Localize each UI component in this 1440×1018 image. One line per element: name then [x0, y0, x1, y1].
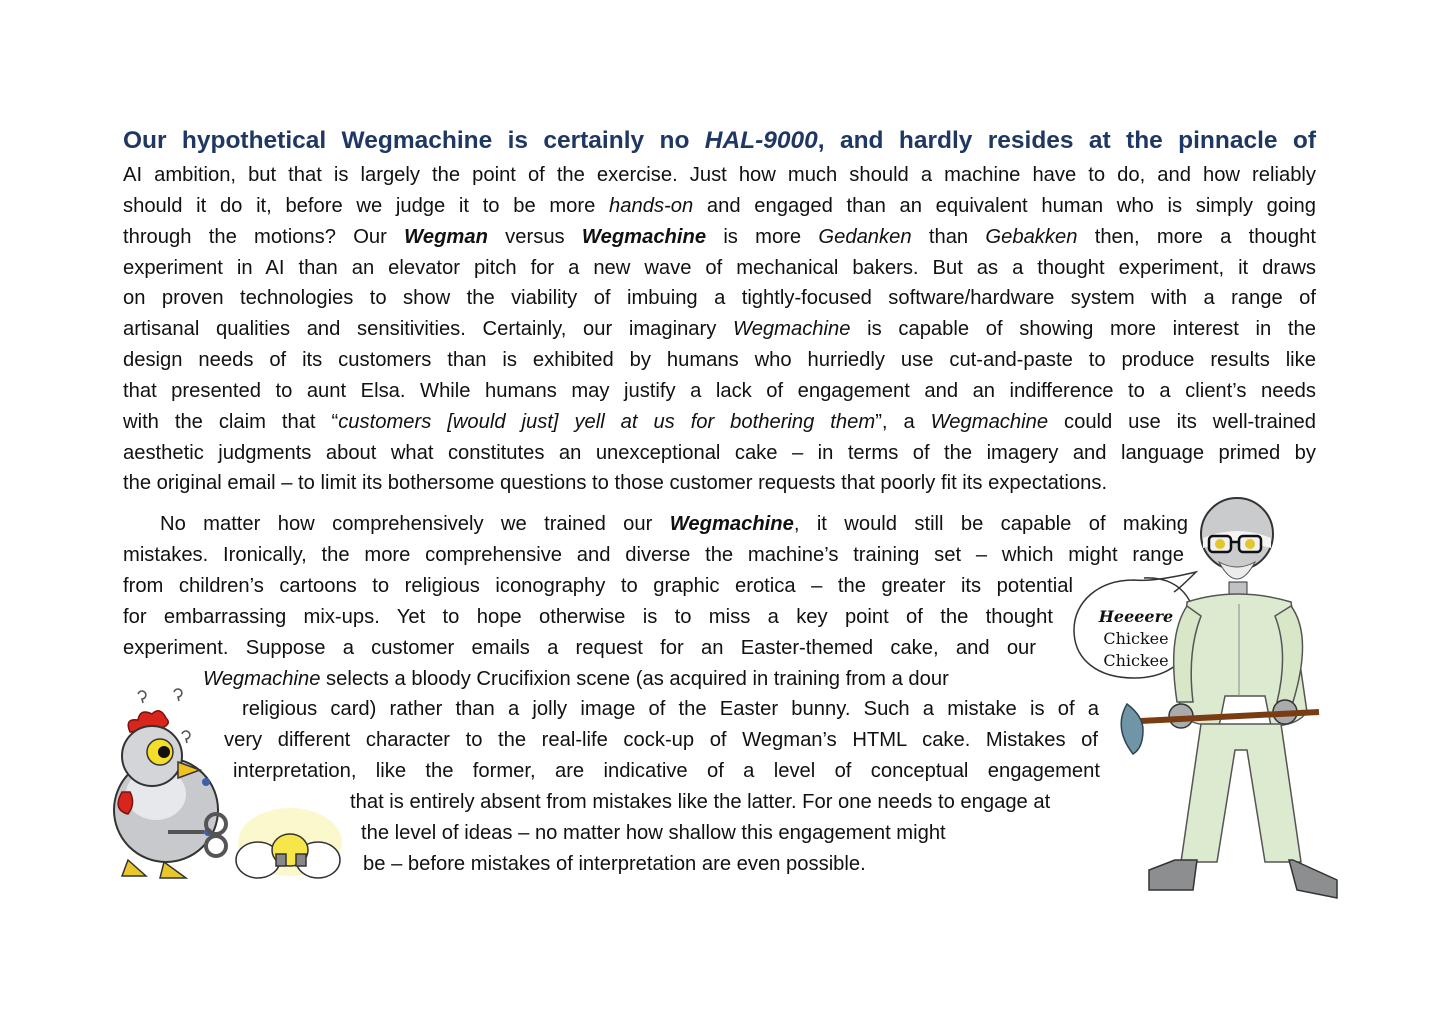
- paragraph1-line: design needs of its customers than is exhibited by humans who hurriedly use cut-and-paste to produce results like: [123, 349, 1316, 371]
- paragraph2-line: very different character to the real-life cock-up of Wegman’s HTML cake. Mistakes of: [224, 729, 1098, 751]
- paragraph2-line: religious card) rather than a jolly image of the Easter bunny. Such a mistake is of a: [242, 698, 1099, 720]
- windup-chicken-illustration: [108, 682, 353, 892]
- paragraph2-line: from children’s cartoons to religious iconography to graphic erotica – the greater its potential: [123, 575, 1073, 597]
- paragraph1-line: with the claim that “customers [would just] yell at us for bothering them”, a Wegmachine could use its well-trained: [123, 411, 1316, 433]
- paragraph1-line: should it do it, before we judge it to be more hands-on and engaged than an equivalent human who is simply going: [123, 195, 1316, 217]
- paragraph2-line: the level of ideas – no matter how shallow this engagement might: [361, 822, 946, 844]
- paragraph2-line: Wegmachine selects a bloody Crucifixion scene (as acquired in training from a dour: [203, 668, 949, 690]
- paragraph2-line: that is entirely absent from mistakes like the latter. For one needs to engage at: [350, 791, 1051, 813]
- paragraph2-line: mistakes. Ironically, the more comprehensive and diverse the machine’s training set – which might range: [123, 544, 1184, 566]
- section-heading: Our hypothetical Wegmachine is certainly no HAL-9000, and hardly resides at the pinnacle of: [123, 127, 1316, 154]
- paragraph1-line: the original email – to limit its bothersome questions to those customer requests that poorly fit its expectations.: [123, 472, 1108, 494]
- paragraph1-line: experiment in AI than an elevator pitch for a new wave of mechanical bakers. But as a thought experiment, it draws: [123, 257, 1316, 279]
- paragraph2-line: for embarrassing mix-ups. Yet to hope otherwise is to miss a key point of the thought: [123, 606, 1053, 628]
- paragraph1-line: artisanal qualities and sensitivities. Certainly, our imaginary Wegmachine is capable of showing more interest in the: [123, 318, 1316, 340]
- paragraph2-line: interpretation, like the former, are indicative of a level of conceptual engagement: [233, 760, 1100, 782]
- paragraph2-line: experiment. Suppose a customer emails a request for an Easter-themed cake, and our: [123, 637, 1036, 659]
- paragraph1-line: on proven technologies to show the viability of imbuing a tightly-focused software/hardware system with a range of: [123, 287, 1316, 309]
- speech-bubble-text: Heeeere Chickee Chickee: [1098, 607, 1174, 670]
- paragraph2-line: be – before mistakes of interpretation are even possible.: [363, 853, 866, 875]
- robot-colonel-with-axe-illustration: [1115, 498, 1365, 906]
- paragraph1-line: that presented to aunt Elsa. While humans may justify a lack of engagement and an indifference to a client’s needs: [123, 380, 1316, 402]
- paragraph1-line: aesthetic judgments about what constitutes an unexceptional cake – in terms of the imagery and language primed by: [123, 442, 1316, 464]
- paragraph1-line: AI ambition, but that is largely the point of the exercise. Just how much should a machine have to do, and how reliably: [123, 164, 1316, 186]
- paragraph1-line: through the motions? Our Wegman versus Wegmachine is more Gedanken than Gebakken then, more a thought: [123, 226, 1316, 248]
- paragraph2-line: No matter how comprehensively we trained our Wegmachine, it would still be capable of making: [160, 513, 1189, 535]
